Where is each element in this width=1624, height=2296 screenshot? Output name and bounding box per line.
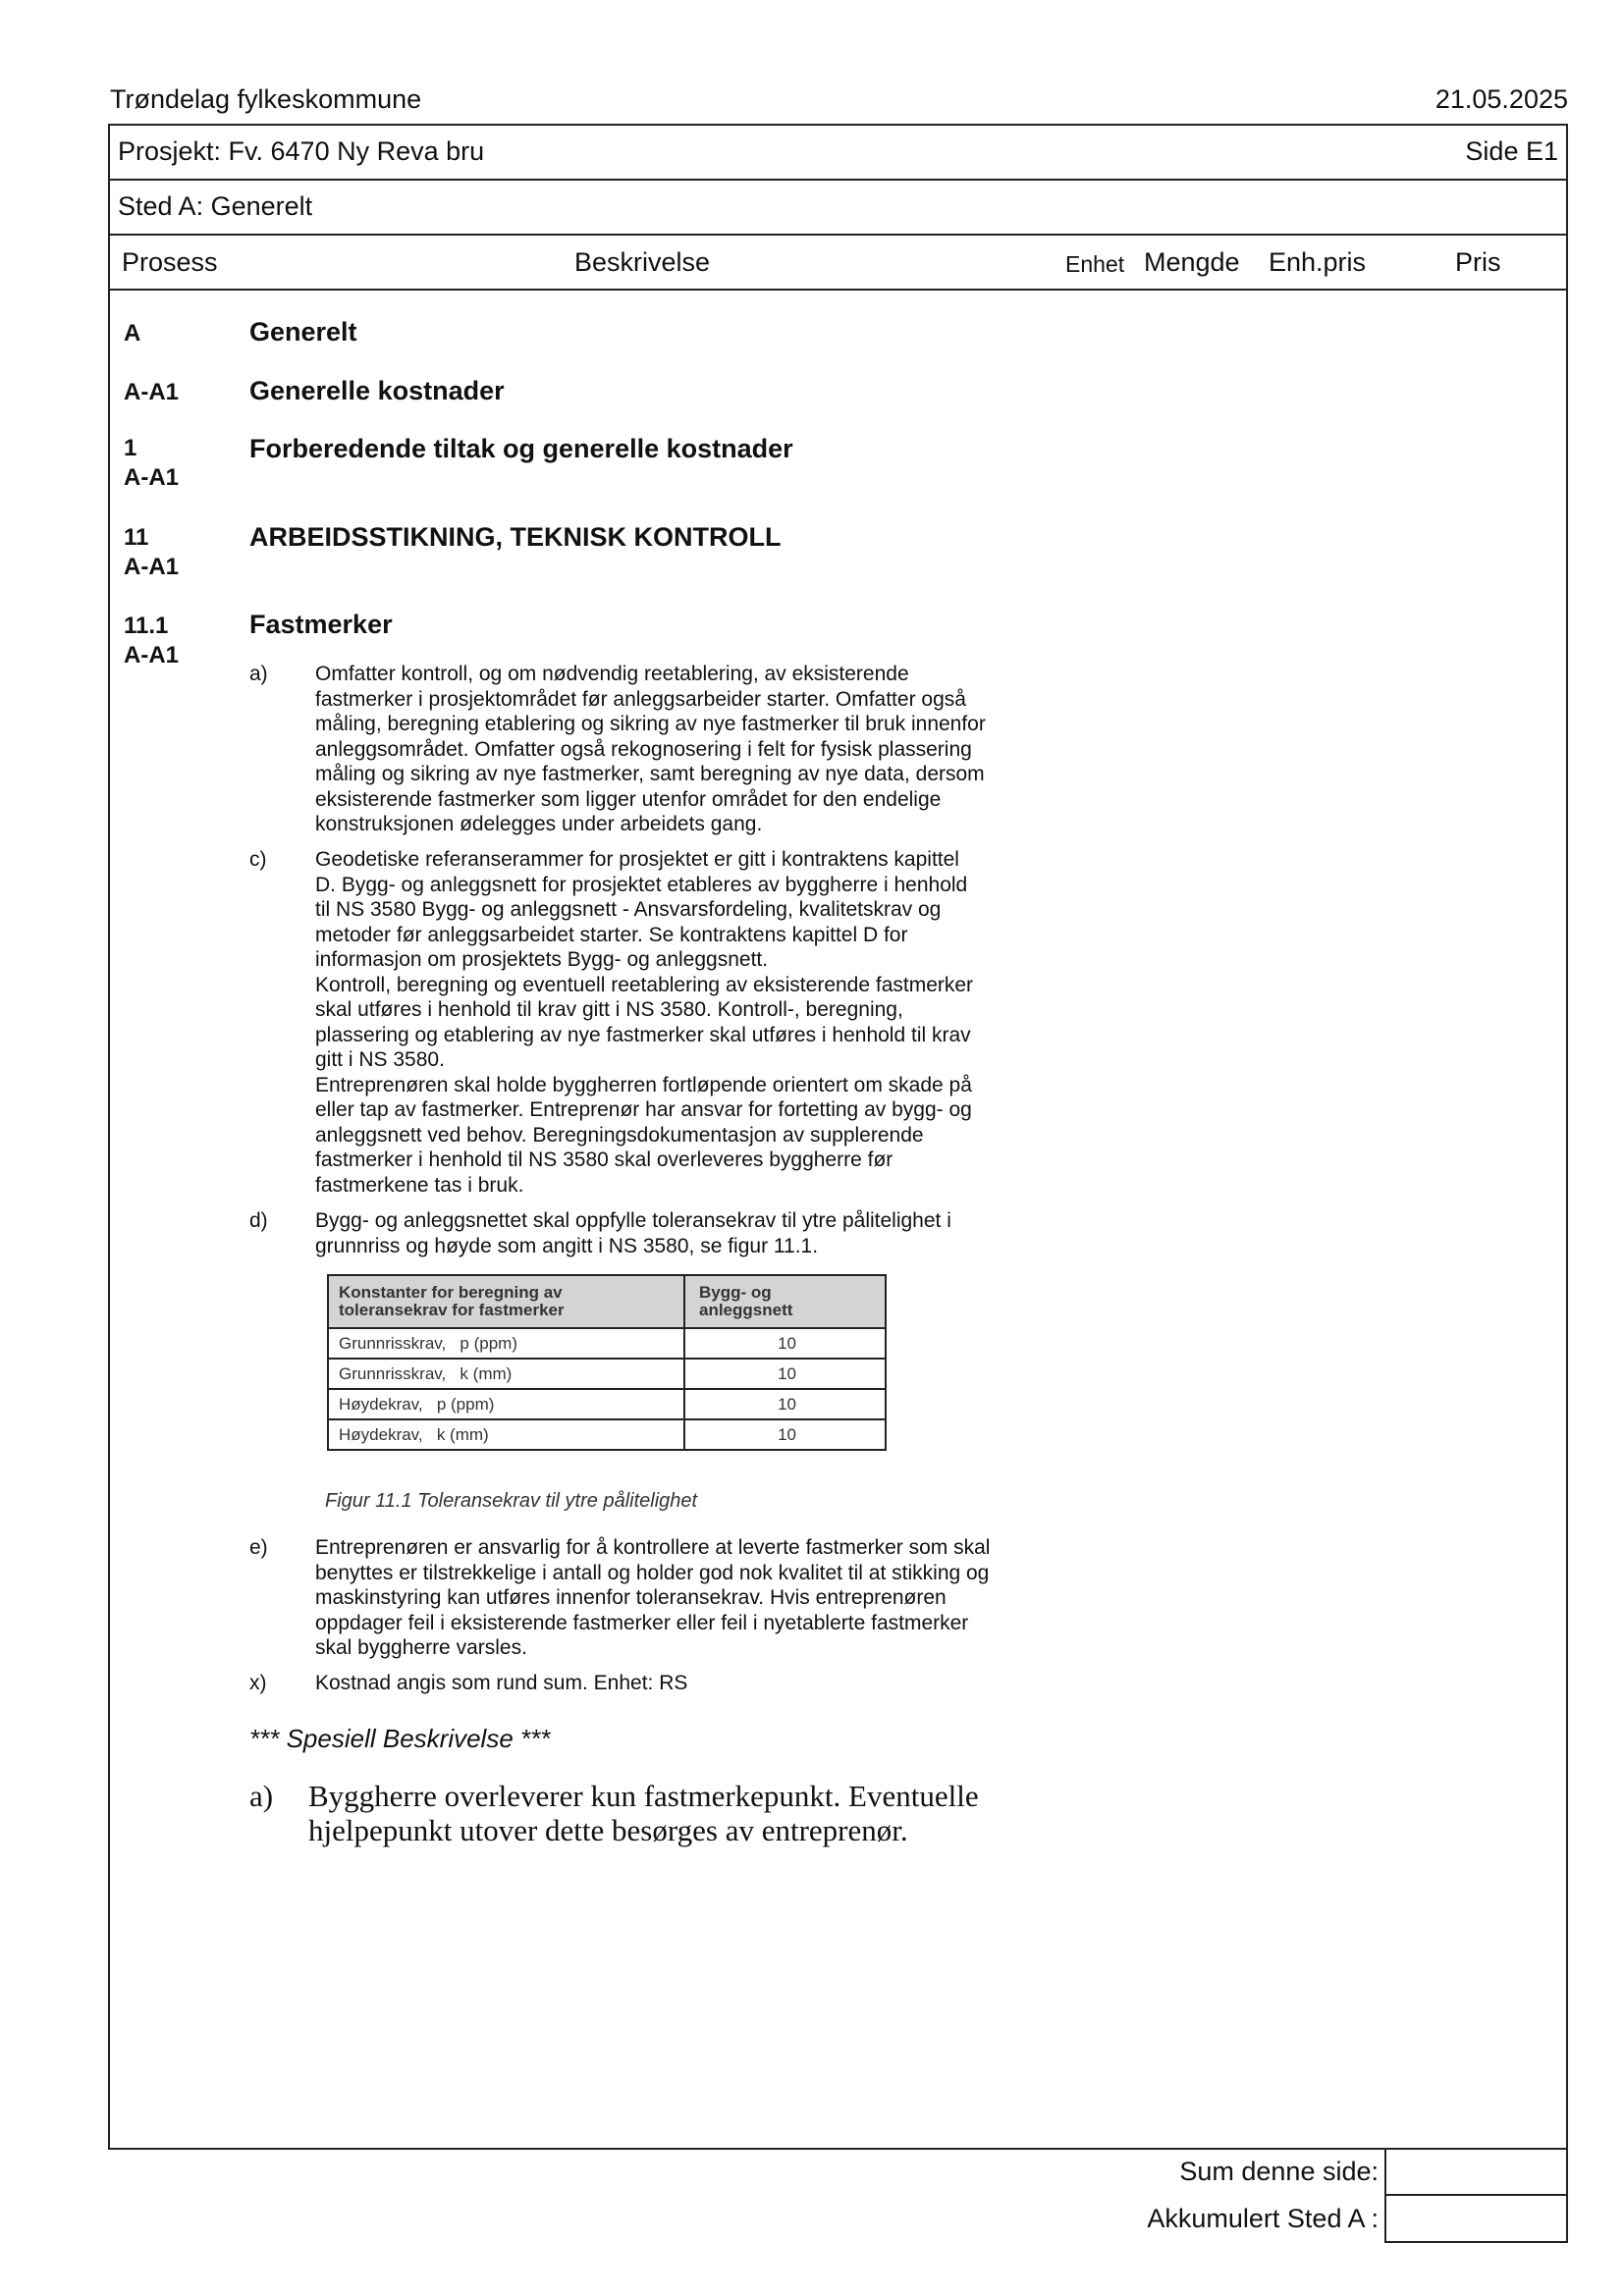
table-cell-value: 10 — [684, 1359, 886, 1389]
process-code: A-A1 — [124, 379, 180, 405]
location-label: Sted A: Generelt — [118, 191, 313, 221]
section-title: Forberedende tiltak og generelle kostnader — [249, 434, 793, 463]
organization-name: Trøndelag fylkeskommune — [110, 84, 422, 114]
special-item-text: Byggherre overleverer kun fastmerkepunkt. Eventuelle hjelpepunkt utover dette besørges av entreprenør. — [308, 1779, 979, 1847]
section-title: Generelle kostnader — [249, 376, 505, 405]
item-label: x) — [249, 1672, 267, 1694]
figure-caption: Figur 11.1 Toleransekrav til ytre pålitelighet — [325, 1490, 698, 1512]
item-text: Bygg- og anleggsnettet skal oppfylle toleransekrav til ytre pålitelighet i grunnriss og høyde som angitt i NS 3580, se figur 11.1. — [315, 1209, 951, 1257]
item-text: Entreprenøren er ansvarlig for å kontrollere at leverte fastmerker som skal benyttes er tilstrekkelige i antall og holder god nok kvalitet til at stikking og maskinstyring kan utføres innenfor toleransekrav. Hvis entreprenøren oppdager feil i eksisterende fastmerker eller feil i nyetablerte fastmerker skal byggherre varsles. — [315, 1536, 991, 1659]
table-cell-label: Grunnrisskrav, p (ppm) — [328, 1328, 684, 1359]
table-header-cell: Konstanter for beregning av toleransekrav for fastmerker — [328, 1275, 684, 1328]
accumulated-box — [1384, 2194, 1568, 2243]
column-header-process: Prosess — [122, 247, 218, 277]
table-row — [328, 1419, 886, 1450]
column-header-unit-price: Enh.pris — [1269, 247, 1367, 277]
table-row — [328, 1359, 886, 1389]
item-label: a) — [249, 663, 268, 685]
item-label: e) — [249, 1536, 268, 1559]
process-code: 11 — [124, 524, 149, 551]
table-row — [328, 1328, 886, 1359]
table-header-row — [328, 1275, 886, 1328]
sum-page-label: Sum denne side: — [1179, 2157, 1379, 2186]
divider — [108, 289, 1568, 291]
document-date: 21.05.2025 — [1435, 84, 1568, 114]
column-header-quantity: Mengde — [1144, 247, 1240, 277]
column-header-price: Pris — [1455, 247, 1501, 277]
item-label: c) — [249, 848, 267, 871]
table-cell-value: 10 — [684, 1328, 886, 1359]
table-cell-label: Høydekrav, k (mm) — [328, 1419, 684, 1450]
process-code: 1 — [124, 435, 137, 461]
table-row — [328, 1389, 886, 1419]
table-cell-value: 10 — [684, 1389, 886, 1419]
section-title: ARBEIDSSTIKNING, TEKNISK KONTROLL — [249, 522, 782, 552]
item-text: Kostnad angis som rund sum. Enhet: RS — [315, 1672, 688, 1694]
section-title: Fastmerker — [249, 610, 393, 639]
page-number: Side E1 — [1465, 136, 1558, 166]
project-title: Prosjekt: Fv. 6470 Ny Reva bru — [118, 136, 485, 166]
accumulated-label: Akkumulert Sted A : — [1147, 2204, 1379, 2233]
process-code-sub: A-A1 — [124, 642, 180, 668]
process-code: 11.1 — [124, 613, 169, 639]
process-code: A — [124, 320, 141, 347]
divider — [108, 234, 1568, 236]
item-text: Omfatter kontroll, og om nødvendig reetablering, av eksisterende fastmerker i prosjektområdet før anleggsarbeider starter. Omfatter også måling, beregning etablering og sikring av nye fastmerker til bruk innenfor anleggsområdet. Omfatter også rekognosering i felt for fysisk plassering måling og sikring av nye fastmerker, samt beregning av nye data, dersom eksisterende fastmerker som ligger utenfor området for den endelige konstruksjonen ødelegges under arbeidets gang. — [315, 663, 986, 835]
sum-page-box — [1384, 2148, 1568, 2196]
tolerance-table — [327, 1274, 887, 1451]
table-cell-label: Høydekrav, p (ppm) — [328, 1389, 684, 1419]
process-code-sub: A-A1 — [124, 554, 180, 580]
section-title: Generelt — [249, 317, 357, 347]
table-header-cell: Bygg- og anleggsnett — [684, 1275, 886, 1328]
table-cell-value: 10 — [684, 1419, 886, 1450]
item-text: Geodetiske referanserammer for prosjektet er gitt i kontraktens kapittel D. Bygg- og anleggsnett for prosjektet etableres av byggherre i henhold til NS 3580 Bygg- og anleggsnett - Ansvarsfordeling, kvalitetskrav og metoder før anleggsarbeidet starter. Se kontraktens kapittel D for informasjon om prosjektets Bygg- og anleggsnett. Kontroll, beregning og eventuell reetablering av eksisterende fastmerker skal utføres i henhold til krav gitt i NS 3580. Kontroll-, beregning, plassering og etablering av nye fastmerker skal utføres i henhold til krav gitt i NS 3580. Entreprenøren skal holde byggherren fortløpende orientert om skade på eller tap av fastmerker. Entreprenør har ansvar for fortetting av bygg- og anleggsnett ved behov. Beregningsdokumentasjon av supplerende fastmerker i henhold til NS 3580 skal overleveres byggherre før fastmerkene tas i bruk. — [315, 848, 974, 1197]
special-item-label: a) — [249, 1779, 274, 1813]
table-cell-label: Grunnrisskrav, k (mm) — [328, 1359, 684, 1389]
process-code-sub: A-A1 — [124, 464, 180, 491]
item-label: d) — [249, 1209, 268, 1232]
divider — [108, 179, 1568, 181]
column-header-description: Beskrivelse — [574, 247, 711, 277]
special-description-heading: *** Spesiell Beskrivelse *** — [249, 1724, 551, 1753]
column-header-unit: Enhet — [1065, 251, 1125, 277]
